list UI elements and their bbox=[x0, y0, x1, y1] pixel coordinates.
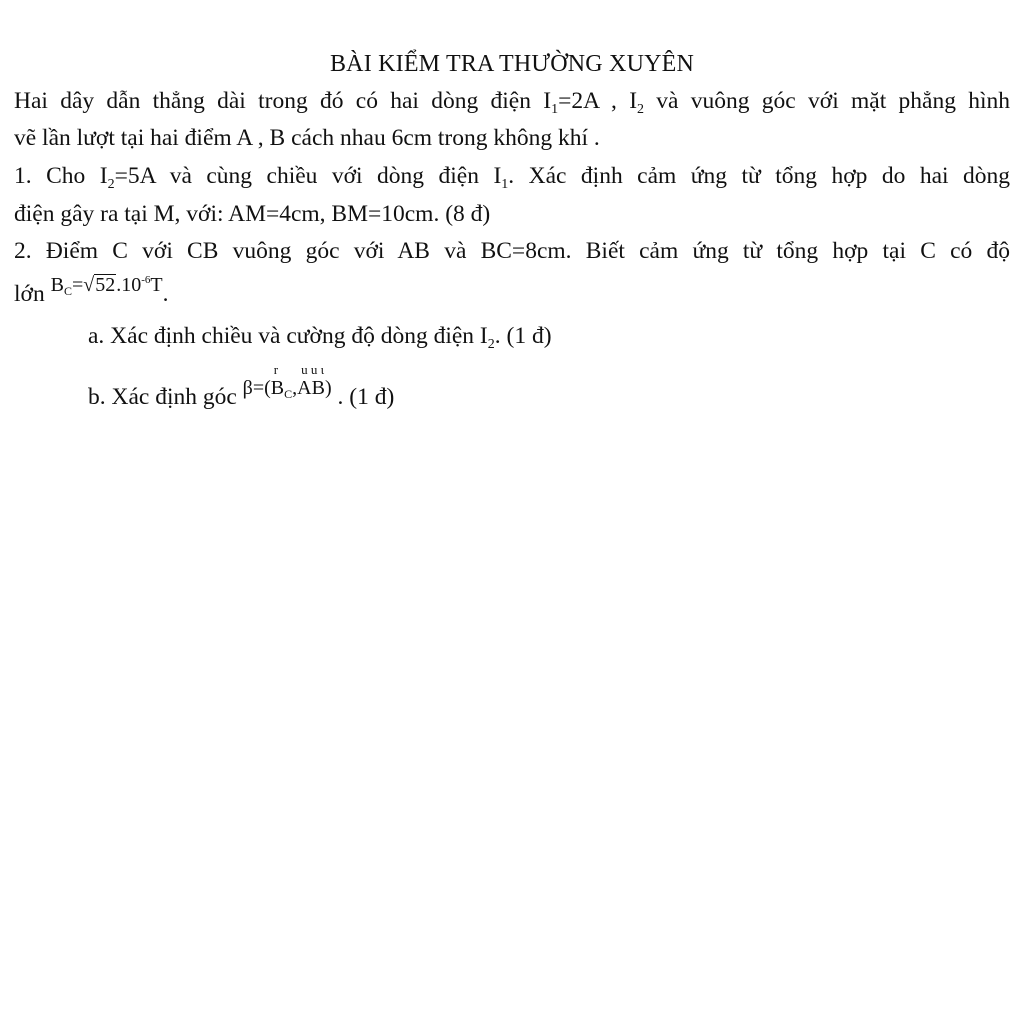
q1-text-c: . Xác định cảm ứng từ tổng hợp do hai dòng bbox=[508, 163, 1010, 189]
part-a-text-a: a. Xác định chiều và cường độ dòng điện I bbox=[88, 323, 488, 349]
formula-vector-b: B bbox=[270, 377, 285, 399]
q1-subscript-2: 2 bbox=[107, 177, 115, 192]
vector-ab-group bbox=[297, 362, 325, 399]
part-a-subscript: 2 bbox=[487, 337, 495, 352]
q1-subscript-1: 1 bbox=[501, 177, 509, 192]
formula-vector-b-subscript: C bbox=[284, 387, 293, 401]
part-b-line bbox=[88, 362, 395, 413]
angle-formula bbox=[242, 362, 332, 403]
formula-comma: , bbox=[292, 377, 298, 399]
intro-line-1 bbox=[14, 86, 1010, 116]
intro-line-2: vẽ lần lượt tại hai điểm A , B cách nhau 6cm trong không khí . bbox=[14, 125, 600, 151]
square-root bbox=[83, 270, 116, 300]
part-a-line bbox=[88, 321, 552, 351]
formula-equals: = bbox=[71, 274, 84, 296]
sqrt-radicand: 52 bbox=[95, 274, 116, 296]
vector-mark-b: r bbox=[273, 362, 279, 377]
magnetic-field-formula bbox=[51, 270, 163, 300]
formula-times: .10 bbox=[116, 274, 142, 296]
q1-text-a: 1. Cho I bbox=[14, 163, 108, 189]
vector-mark-ab: u u ι bbox=[301, 362, 325, 377]
formula-vector-ab: AB bbox=[297, 377, 325, 399]
formula-b: B bbox=[50, 274, 64, 296]
vector-b-group bbox=[270, 362, 285, 399]
q2-word-lon: lớn bbox=[14, 281, 45, 307]
sqrt-sign-icon: √ bbox=[83, 274, 95, 296]
formula-beta: β=( bbox=[242, 377, 271, 399]
intro-subscript-2: 2 bbox=[637, 102, 645, 117]
part-b-text-b: . (1 đ) bbox=[337, 384, 395, 410]
formula-b-subscript: C bbox=[63, 284, 72, 298]
document-title: BÀI KIỂM TRA THƯỜNG XUYÊN bbox=[329, 51, 695, 77]
formula-unit: T bbox=[150, 274, 163, 296]
formula-exponent: -6 bbox=[141, 274, 151, 286]
part-a-text-b: . (1 đ) bbox=[494, 323, 552, 349]
intro-text-1b: =2A , I bbox=[558, 88, 638, 114]
question-1-line-2: điện gây ra tại M, với: AM=4cm, BM=10cm. (8 đ) bbox=[14, 201, 491, 227]
part-b-text-a: b. Xác định góc bbox=[88, 384, 237, 410]
intro-text-1a: Hai dây dẫn thẳng dài trong đó có hai dòng điện I bbox=[14, 88, 552, 114]
question-2-line-2 bbox=[14, 274, 1010, 310]
intro-subscript-1: 1 bbox=[551, 102, 559, 117]
q1-text-b: =5A và cùng chiều với dòng điện I bbox=[114, 163, 502, 189]
q2-line-end: . bbox=[162, 281, 169, 307]
formula-close-paren: ) bbox=[324, 377, 332, 399]
question-1-line-1 bbox=[14, 161, 1010, 191]
intro-text-1c: và vuông góc với mặt phẳng hình bbox=[644, 88, 1011, 114]
question-2-line-1: 2. Điểm C với CB vuông góc với AB và BC=8cm. Biết cảm ứng từ tổng hợp tại C có độ bbox=[14, 238, 1010, 264]
